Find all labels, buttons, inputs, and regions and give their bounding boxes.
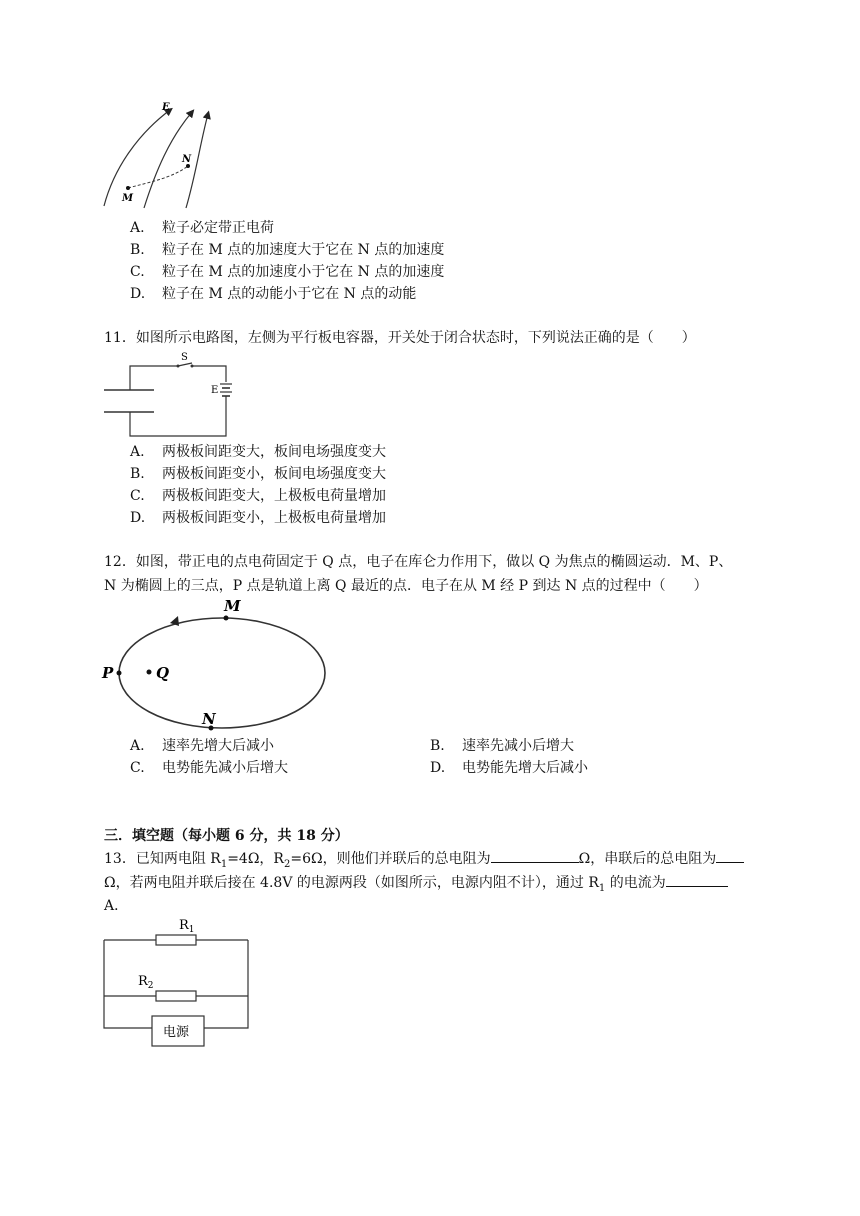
q11-circuit-figure (100, 352, 240, 442)
point-q (147, 670, 152, 675)
q13-line-2: Ω，若两电阻并联后接在 4.8V 的电源两段（如图所示，电源内阻不计），通过 $R_1$ 的电流为 (104, 872, 728, 899)
label-n: N (202, 710, 216, 728)
q11-stem: 11．如图所示电路图，左侧为平行板电容器，开关处于闭合状态时，下列说法正确的是（ ） (104, 330, 696, 346)
point-m (126, 186, 130, 190)
label-r1: $R_1$ (179, 918, 195, 935)
q11-option-d[interactable]: D. 两极板间距变小，上极板电荷量增加 (130, 510, 386, 526)
resistor-r2 (156, 991, 196, 1001)
label-m: M (122, 193, 134, 204)
wire-right-side (204, 940, 248, 1028)
label-e: E (211, 385, 219, 396)
answer-blank-parallel[interactable] (491, 848, 579, 863)
q10-option-c[interactable]: C. 粒子在 M 点的加速度小于它在 N 点的加速度 (130, 264, 445, 280)
q12-stem-line-1: 12．如图，带正电的点电荷固定于 Q 点，电子在库仑力作用下，做以 Q 为焦点的椭圆运动．M、P、 (104, 554, 733, 570)
point-p (117, 671, 122, 676)
q13-line-3: A． (104, 898, 129, 914)
switch-contact (177, 365, 180, 368)
q12-option-c[interactable]: C. 电势能先减小后增大 (130, 760, 288, 776)
label-s: S (181, 352, 188, 363)
label-e: E (162, 102, 170, 113)
label-m: M (224, 597, 241, 615)
q12-stem-line-2: N 为椭圆上的三点，P 点是轨道上离 Q 最近的点．电子在从 M 经 P 到达 N 点的过程中（ ） (104, 578, 708, 594)
switch-contact-2 (191, 365, 194, 368)
answer-blank-series[interactable] (716, 848, 744, 863)
q12-ellipse-figure (100, 596, 336, 732)
q13-circuit-figure (100, 914, 254, 1050)
q10-option-b[interactable]: B. 粒子在 M 点的加速度大于它在 N 点的加速度 (130, 242, 445, 258)
q12-option-b[interactable]: B. 速率先减小后增大 (430, 738, 574, 754)
q10-option-d[interactable]: D. 粒子在 M 点的动能小于它在 N 点的动能 (130, 286, 417, 302)
q13-line-1: 13．已知两电阻 $R_1=4\Omega$，$R_2=6\Omega$，则他们并联后的总电阻为 Ω，串联后的总电阻为 (104, 848, 744, 875)
label-p: P (102, 664, 114, 682)
section-title: 三．填空题（每小题 6 分，共 18 分） (104, 828, 349, 844)
resistor-r1 (156, 935, 196, 945)
label-q: Q (156, 664, 170, 682)
q11-option-a[interactable]: A. 两极板间距变大，板间电场强度变大 (130, 444, 386, 460)
q10-option-a[interactable]: A. 粒子必定带正电荷 (130, 220, 274, 236)
q11-option-b[interactable]: B. 两极板间距变小，板间电场强度变大 (130, 466, 386, 482)
q12-option-a[interactable]: A. 速率先增大后减小 (130, 738, 274, 754)
point-m (224, 616, 229, 621)
label-r2: $R_2$ (138, 974, 154, 991)
circuit-wire (130, 366, 178, 390)
label-n: N (182, 154, 192, 165)
circuit-wire-bottom (130, 396, 226, 436)
switch-blade (178, 363, 192, 366)
answer-blank-current[interactable] (666, 872, 728, 887)
circuit-wire-right (192, 366, 226, 382)
q11-option-c[interactable]: C. 两极板间距变大，上极板电荷量增加 (130, 488, 386, 504)
field-line-1 (104, 110, 170, 206)
q10-field-figure (100, 98, 220, 210)
label-source: 电源 (163, 1025, 190, 1040)
q12-option-d[interactable]: D. 电势能先增大后减小 (430, 760, 588, 776)
